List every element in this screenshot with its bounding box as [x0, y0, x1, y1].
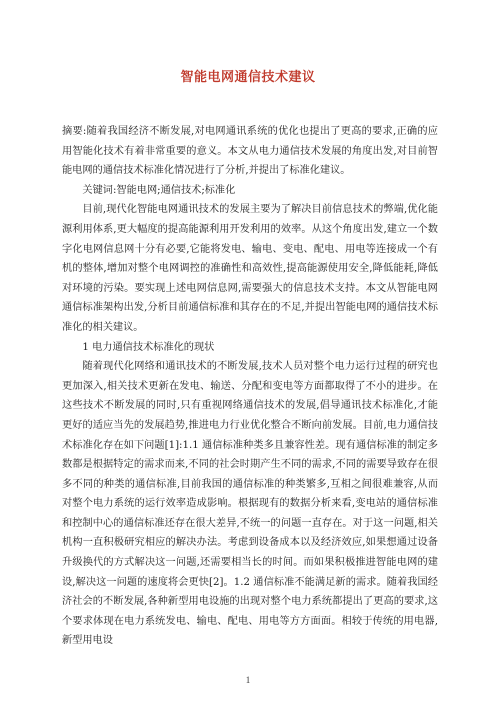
document-title: 智能电网通信技术建议 — [180, 70, 316, 85]
keywords-line: 关键词:智能电网;通信技术;标准化 — [82, 184, 236, 196]
abstract-paragraph: 摘要:随着我国经济不断发展,对电网通讯系统的优化也提出了更高的要求,正确的应用智能化技术有着非常重要的意义。本文从电力通信技术发展的角度出发,对目前智能电网的通信技术标准化情况进行了分析,并提出了标准化建议。 — [62, 126, 438, 177]
page-number: 1 — [245, 675, 251, 685]
section-paragraph: 随着现代化网络和通讯技术的不断发展,技术人员对整个电力运行过程的研究也更加深入,相关技术更新在发电、输送、分配和变电等方面都取得了不小的进步。在这些技术不断发展的同时,只有重视网络通信技术的发展,倡导通讯技术标准化,才能更好的适应当先的发展趋势,推进电力行业优化整合不断向前发展。目前,电力通信技术标准化存在如下问题[1]:1.1 通信标准种类多且兼容性差。现有通信标准的制定多数都是根据特定的需求而来,不同的社会时期产生不同的需求,不同的需要导致存在很多不同的种类的通信标准,目前我国的通信标准的种类繁多,互相之间很难兼容,从而对整个电力系统的运行效率造成影响。根据现有的数据分析来看,变电站的通信标准和控制中心的通信标准还存在很大差异,不统一的问题一直存在。对于这一问题,相关机构一直积极研究相应的解决办法。考虑到设备成本以及经济效应,如果想通过设备升级换代的方式解决这一问题,还需要相当长的时间。而如果积极推进智能电网的建设,解决这一问题的速度将会更快[2]。1.2 通信标准不能满足新的需求。随着我国经济社会的不断发展,各种新型用电设施的出现对整个电力系统都提出了更高的要求,这个要求体现在电力系统发电、输电、配电、用电等方方面面。相较于传统的用电器,新型用电设 — [62, 361, 438, 647]
section-heading: 1 电力通信技术标准化的现状 — [82, 341, 215, 353]
document-body — [62, 122, 438, 651]
intro-paragraph: 目前,现代化智能电网通讯技术的发展主要为了解决目前信息技术的弊端,优化能源利用体系,更大幅度的提高能源利用开发利用的效率。从这个角度出发,建立一个数字化电网信息网十分有必要,它能将发电、输电、变电、配电、用电等连接成一个有机的整体,增加对整个电网调控的准确性和高效性,提高能源使用安全,降低能耗,降低对环境的污染。要实现上述电网信息网,需要强大的信息技术支持。本文从智能电网通信标准架构出发,分析目前通信标准和其存在的不足,并提出智能电网的通信技术标准化的相关建议。 — [62, 204, 438, 333]
